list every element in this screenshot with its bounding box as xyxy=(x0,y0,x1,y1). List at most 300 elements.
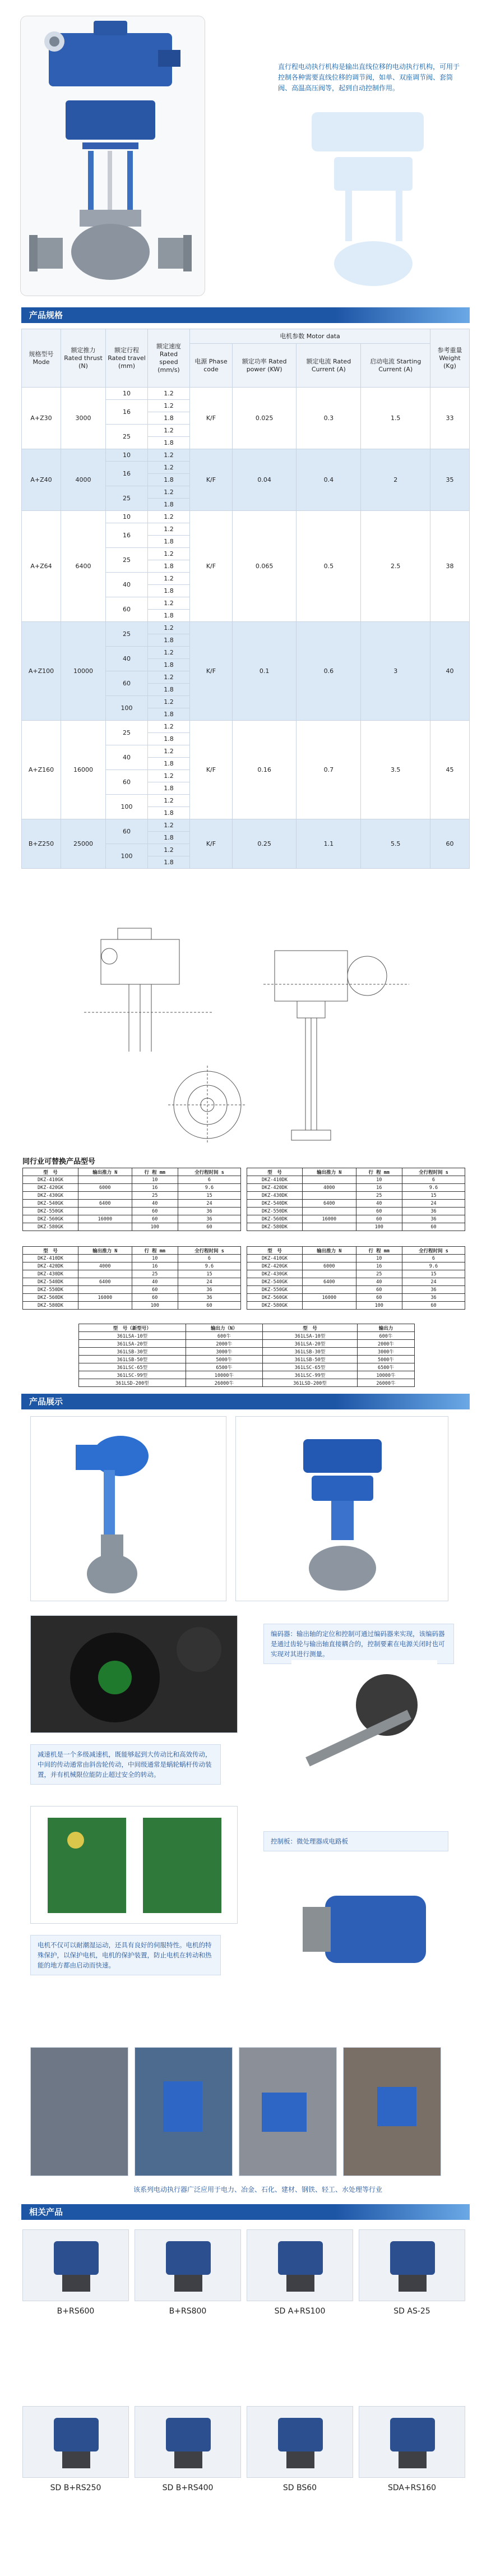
model-cell: A+Z40 xyxy=(22,449,61,511)
rep-row xyxy=(23,1192,241,1200)
speed-cell: 1.2 xyxy=(148,400,190,412)
rep-row xyxy=(23,1223,241,1231)
travel-cell: 10 xyxy=(106,511,148,523)
rep-cell: 6 xyxy=(402,1255,465,1262)
model-cell: A+Z30 xyxy=(22,388,61,449)
rep-row xyxy=(23,1294,241,1302)
rep-cell: 2000牛 xyxy=(186,1340,262,1348)
rep-cell: DKZ-430DK xyxy=(23,1270,78,1278)
rep-header-cell: 全行程时间 s xyxy=(178,1247,240,1255)
rep-cell xyxy=(303,1223,356,1231)
start-current-cell: 2.5 xyxy=(361,511,430,622)
travel-cell: 60 xyxy=(106,770,148,795)
travel-cell: 10 xyxy=(106,388,148,400)
rep-cell: 361LSB-30型 xyxy=(79,1348,186,1356)
rep-cell: 15 xyxy=(402,1270,465,1278)
rep-header-cell: 型 号（新型号） xyxy=(79,1324,186,1332)
related-product-label[interactable]: SD B+RS250 xyxy=(50,2483,101,2492)
rep-cell: 60 xyxy=(402,1223,465,1231)
spec-row xyxy=(22,622,470,634)
spec-row xyxy=(22,449,470,462)
rep-cell: 36 xyxy=(402,1208,465,1215)
rep-header-cell: 型 号 xyxy=(23,1247,78,1255)
rep-cell: DKZ-560DK xyxy=(247,1215,303,1223)
rep-header-cell: 输出力（N） xyxy=(186,1324,262,1332)
motor-caption: 电机不仅可以耐潮湿运动，还具有良好的伺服特性。电机的特殊保护，以保护电机，电机的保护装置，防止电机在转动和热能的地方都由启动而快速。 xyxy=(30,1935,221,1975)
related-product-image[interactable] xyxy=(22,2406,129,2478)
rep-row xyxy=(23,1286,241,1294)
speed-cell: 1.2 xyxy=(148,795,190,807)
travel-cell: 25 xyxy=(106,721,148,745)
travel-cell: 60 xyxy=(106,819,148,844)
speed-cell: 1.8 xyxy=(148,856,190,869)
replacement-table-4 xyxy=(247,1246,465,1310)
rep-cell: 24 xyxy=(178,1200,240,1208)
rep-cell: 361LSD-200型 xyxy=(263,1379,358,1387)
rep-cell: 16000 xyxy=(78,1294,132,1302)
power-cell: 0.025 xyxy=(232,388,296,449)
worm-gear-photo xyxy=(291,1660,437,1772)
start-current-cell: 2 xyxy=(361,449,430,511)
rep-row xyxy=(247,1255,465,1262)
travel-cell: 40 xyxy=(106,573,148,597)
rep-cell: 26000牛 xyxy=(186,1379,262,1387)
rep-header-cell: 全行程时间 s xyxy=(178,1168,240,1176)
rep-cell: 36 xyxy=(402,1294,465,1302)
travel-cell: 40 xyxy=(106,745,148,770)
rep-cell xyxy=(78,1286,132,1294)
related-product-label[interactable]: B+RS600 xyxy=(57,2307,95,2316)
rep-cell xyxy=(303,1176,356,1184)
rep-header-row xyxy=(23,1247,241,1255)
application-photo-4 xyxy=(343,2047,441,2176)
rep-row xyxy=(247,1302,465,1310)
travel-cell: 10 xyxy=(106,449,148,462)
phase-cell: K/F xyxy=(190,622,233,721)
rep-cell: 6400 xyxy=(78,1278,132,1286)
rep-cell: 361LSA-10型 xyxy=(79,1332,186,1340)
speed-cell: 1.8 xyxy=(148,684,190,696)
power-cell: 0.04 xyxy=(232,449,296,511)
speed-cell: 1.2 xyxy=(148,573,190,585)
phase-cell: K/F xyxy=(190,388,233,449)
related-product-label[interactable]: SD A+RS100 xyxy=(274,2307,326,2316)
rep-cell: 16 xyxy=(132,1262,178,1270)
showcase-section-banner: 产品展示 xyxy=(21,1394,470,1409)
travel-cell: 25 xyxy=(106,622,148,647)
rep-cell: 36 xyxy=(178,1208,240,1215)
rep-cell: DKZ-560GK xyxy=(23,1215,78,1223)
spec-section-banner: 产品规格 xyxy=(21,307,470,323)
rep-cell xyxy=(78,1302,132,1310)
rep-cell: DKZ-550DK xyxy=(247,1208,303,1215)
rep-cell: 60 xyxy=(356,1286,402,1294)
speed-cell: 1.8 xyxy=(148,610,190,622)
speed-cell: 1.8 xyxy=(148,634,190,647)
rep-header-row xyxy=(247,1168,465,1176)
thrust-cell: 4000 xyxy=(61,449,106,511)
rep-cell: 60 xyxy=(132,1215,178,1223)
rep-row xyxy=(79,1332,415,1340)
rep-cell: 9.6 xyxy=(402,1184,465,1192)
thrust-cell: 25000 xyxy=(61,819,106,869)
rep-cell: 10 xyxy=(132,1176,178,1184)
speed-cell: 1.8 xyxy=(148,708,190,721)
travel-cell: 25 xyxy=(106,425,148,449)
actuator-photo xyxy=(20,16,205,296)
actuator-silhouette-image xyxy=(300,107,446,292)
speed-cell: 1.8 xyxy=(148,832,190,844)
related-product-label[interactable]: SDA+RS160 xyxy=(387,2483,437,2492)
rep-cell: 9.6 xyxy=(402,1262,465,1270)
rep-cell: 40 xyxy=(356,1278,402,1286)
power-cell: 0.16 xyxy=(232,721,296,819)
rep-cell: 6 xyxy=(178,1255,240,1262)
rep-cell xyxy=(78,1208,132,1215)
speed-cell: 1.2 xyxy=(148,462,190,474)
rep-cell: 15 xyxy=(178,1192,240,1200)
rep-row xyxy=(247,1294,465,1302)
control-board-photo xyxy=(30,1806,238,1924)
rep-cell: DKZ-580DK xyxy=(247,1223,303,1231)
rep-header-cell: 全行程时间 s xyxy=(402,1168,465,1176)
rep-cell: 36 xyxy=(178,1286,240,1294)
rep-cell: 361LSB-30型 xyxy=(263,1348,358,1356)
rep-row xyxy=(247,1200,465,1208)
related-product-image[interactable] xyxy=(359,2406,465,2478)
speed-cell: 1.8 xyxy=(148,733,190,745)
rep-cell xyxy=(78,1270,132,1278)
rep-header-cell: 输出推力 N xyxy=(78,1247,132,1255)
power-cell: 0.065 xyxy=(232,511,296,622)
speed-cell: 1.2 xyxy=(148,671,190,684)
rep-cell: DKZ-420DK xyxy=(23,1262,78,1270)
rep-cell: DKZ-410GK xyxy=(247,1255,303,1262)
rep-cell: 10000牛 xyxy=(357,1371,414,1379)
dimension-drawing xyxy=(84,917,432,1147)
rep-cell: 60 xyxy=(356,1294,402,1302)
rep-cell: DKZ-540DK xyxy=(23,1278,78,1286)
travel-cell: 100 xyxy=(106,844,148,869)
current-cell: 1.1 xyxy=(297,819,361,869)
gearbox-caption: 减速机是一个多级减速机，既能够起到大传动比和高效传动，中间的传动通常由斜齿轮传动，中间级通常是蜗轮蜗杆传动装置，并有机械限位能防止超过安全的转动。 xyxy=(30,1744,221,1785)
control-board-caption: 控制板：微处理器成电路板 xyxy=(263,1831,448,1851)
rep-cell: 361LSA-20型 xyxy=(79,1340,186,1348)
rep-cell: DKZ-580GK xyxy=(23,1223,78,1231)
thrust-cell: 10000 xyxy=(61,622,106,721)
rep-cell: 361LSA-10型 xyxy=(263,1332,358,1340)
power-cell: 0.1 xyxy=(232,622,296,721)
speed-cell: 1.2 xyxy=(148,388,190,400)
weight-cell: 38 xyxy=(430,511,470,622)
rep-cell: 15 xyxy=(178,1270,240,1278)
travel-cell: 60 xyxy=(106,597,148,622)
rep-row xyxy=(247,1184,465,1192)
related-product-image[interactable] xyxy=(359,2229,465,2301)
application-photo-3 xyxy=(239,2047,337,2176)
rep-row xyxy=(23,1278,241,1286)
application-photo-1 xyxy=(30,2047,128,2176)
weight-cell: 45 xyxy=(430,721,470,819)
current-cell: 0.4 xyxy=(297,449,361,511)
travel-cell: 100 xyxy=(106,696,148,721)
rep-cell: 60 xyxy=(178,1223,240,1231)
rep-header-cell: 型 号 xyxy=(23,1168,78,1176)
current-cell: 0.6 xyxy=(297,622,361,721)
rep-cell: 6400 xyxy=(303,1200,356,1208)
rep-cell: DKZ-550GK xyxy=(247,1286,303,1294)
replacement-title: 同行业可替换产品型号 xyxy=(22,1158,96,1166)
rep-cell: 24 xyxy=(402,1200,465,1208)
travel-cell: 25 xyxy=(106,486,148,511)
col-speed: 额定速度 Rated speed (mm/s) xyxy=(148,329,190,388)
motor-photo xyxy=(286,1873,454,1980)
rep-cell: 361LSC-65型 xyxy=(263,1363,358,1371)
power-cell: 0.25 xyxy=(232,819,296,869)
col-power: 额定功率 Rated power (KW) xyxy=(232,344,296,388)
rep-cell: DKZ-420DK xyxy=(247,1184,303,1192)
rep-header-cell: 行 程 mm xyxy=(132,1168,178,1176)
application-footnote: 该系列电动执行器广泛应用于电力、冶金、石化、建材、钢铁、轻工、水处理等行业 xyxy=(133,2186,382,2193)
rep-cell: 361LSC-99型 xyxy=(79,1371,186,1379)
spec-row xyxy=(22,511,470,523)
current-cell: 0.5 xyxy=(297,511,361,622)
rep-cell: 24 xyxy=(178,1278,240,1286)
phase-cell: K/F xyxy=(190,819,233,869)
rep-cell: 3000牛 xyxy=(357,1348,414,1356)
rep-cell: DKZ-410DK xyxy=(247,1176,303,1184)
speed-cell: 1.2 xyxy=(148,844,190,856)
travel-cell: 16 xyxy=(106,523,148,548)
rep-cell: 100 xyxy=(356,1223,402,1231)
speed-cell: 1.2 xyxy=(148,770,190,782)
col-current: 额定电流 Rated Current (A) xyxy=(297,344,361,388)
rep-cell: 100 xyxy=(356,1302,402,1310)
related-product-label[interactable]: SD BS60 xyxy=(282,2483,317,2492)
rep-cell: 60 xyxy=(178,1302,240,1310)
speed-cell: 1.2 xyxy=(148,511,190,523)
rep-cell: DKZ-540GK xyxy=(247,1278,303,1286)
rep-cell: DKZ-560DK xyxy=(23,1294,78,1302)
hero-description: 直行程电动执行机构是输出直线位移的电动执行机构，可用于控制各种需要直线位移的调节阀，如单、双座调节阀、套筒阀、高温高压阀等，起到自动控制作用。 xyxy=(278,63,460,92)
rep-cell: 16 xyxy=(356,1184,402,1192)
rep-cell: 25 xyxy=(132,1270,178,1278)
rep-header-cell: 型 号 xyxy=(247,1247,303,1255)
speed-cell: 1.2 xyxy=(148,523,190,536)
rep-cell xyxy=(78,1223,132,1231)
phase-cell: K/F xyxy=(190,721,233,819)
start-current-cell: 1.5 xyxy=(361,388,430,449)
spec-table xyxy=(21,329,470,869)
rep-cell xyxy=(303,1192,356,1200)
rep-cell xyxy=(303,1255,356,1262)
rep-cell: DKZ-420GK xyxy=(247,1262,303,1270)
rep-cell xyxy=(78,1176,132,1184)
rep-cell: 361LSB-50型 xyxy=(79,1356,186,1363)
weight-cell: 35 xyxy=(430,449,470,511)
rep-cell: 5000牛 xyxy=(186,1356,262,1363)
rep-row xyxy=(23,1270,241,1278)
rep-header-cell: 型 号 xyxy=(247,1168,303,1176)
rep-cell: 6 xyxy=(402,1176,465,1184)
speed-cell: 1.2 xyxy=(148,425,190,437)
rep-cell: 600牛 xyxy=(357,1332,414,1340)
rep-row xyxy=(247,1286,465,1294)
start-current-cell: 5.5 xyxy=(361,819,430,869)
rep-row xyxy=(79,1371,415,1379)
rep-cell: 36 xyxy=(178,1215,240,1223)
related-product-label[interactable]: SD AS-25 xyxy=(393,2307,430,2316)
rep-header-cell: 行 程 mm xyxy=(132,1247,178,1255)
rep-cell: 60 xyxy=(356,1215,402,1223)
rep-cell: 361LSD-200型 xyxy=(79,1379,186,1387)
rep-cell: DKZ-580DK xyxy=(23,1302,78,1310)
related-product-label[interactable]: B+RS800 xyxy=(169,2307,207,2316)
rep-row xyxy=(79,1363,415,1371)
rep-cell: DKZ-540GK xyxy=(23,1200,78,1208)
col-motor-group: 电机参数 Motor data xyxy=(190,329,430,344)
rep-cell xyxy=(303,1286,356,1294)
rep-cell: 25 xyxy=(356,1270,402,1278)
model-cell: A+Z160 xyxy=(22,721,61,819)
rep-cell: DKZ-430DK xyxy=(247,1192,303,1200)
rep-cell: 36 xyxy=(178,1294,240,1302)
start-current-cell: 3 xyxy=(361,622,430,721)
rep-cell: 36 xyxy=(402,1215,465,1223)
rep-cell xyxy=(303,1302,356,1310)
travel-cell: 60 xyxy=(106,671,148,696)
speed-cell: 1.2 xyxy=(148,449,190,462)
rep-row xyxy=(79,1348,415,1356)
rep-cell: DKZ-410DK xyxy=(23,1255,78,1262)
speed-cell: 1.8 xyxy=(148,499,190,511)
speed-cell: 1.2 xyxy=(148,696,190,708)
related-product-label[interactable]: SD B+RS400 xyxy=(162,2483,214,2492)
model-cell: A+Z64 xyxy=(22,511,61,622)
rep-cell: 16000 xyxy=(303,1294,356,1302)
related-product-image[interactable] xyxy=(135,2406,241,2478)
rep-cell: DKZ-430GK xyxy=(23,1192,78,1200)
rep-row xyxy=(23,1208,241,1215)
rep-cell: 16000 xyxy=(78,1215,132,1223)
speed-cell: 1.2 xyxy=(148,548,190,560)
phase-cell: K/F xyxy=(190,449,233,511)
col-thrust: 额定推力 Rated thrust (N) xyxy=(61,329,106,388)
rep-header-cell: 行 程 mm xyxy=(356,1168,402,1176)
rep-cell: 36 xyxy=(402,1286,465,1294)
rep-header-row xyxy=(247,1247,465,1255)
speed-cell: 1.2 xyxy=(148,597,190,610)
rep-cell xyxy=(303,1208,356,1215)
product-photo-2 xyxy=(235,1416,448,1601)
rep-cell: 40 xyxy=(132,1278,178,1286)
rep-cell: DKZ-420GK xyxy=(23,1184,78,1192)
rep-header-cell: 型 号 xyxy=(263,1324,358,1332)
spec-row xyxy=(22,388,470,400)
speed-cell: 1.2 xyxy=(148,622,190,634)
speed-cell: 1.2 xyxy=(148,486,190,499)
rep-header-cell: 输出推力 N xyxy=(303,1247,356,1255)
related-product-image[interactable] xyxy=(247,2406,353,2478)
rep-header-cell: 行 程 mm xyxy=(356,1247,402,1255)
rep-row xyxy=(23,1255,241,1262)
rep-cell xyxy=(78,1255,132,1262)
rep-cell: 10 xyxy=(356,1255,402,1262)
thrust-cell: 6400 xyxy=(61,511,106,622)
rep-cell: 361LSB-50型 xyxy=(263,1356,358,1363)
travel-cell: 40 xyxy=(106,647,148,671)
rep-cell: 5000牛 xyxy=(357,1356,414,1363)
current-cell: 0.3 xyxy=(297,388,361,449)
rep-cell: 40 xyxy=(132,1200,178,1208)
speed-cell: 1.8 xyxy=(148,585,190,597)
rep-row xyxy=(23,1302,241,1310)
rep-row xyxy=(79,1340,415,1348)
replacement-table-2 xyxy=(247,1168,465,1231)
rep-cell: DKZ-550DK xyxy=(23,1286,78,1294)
related-product-image[interactable] xyxy=(22,2229,129,2301)
related-product-image[interactable] xyxy=(135,2229,241,2301)
rep-cell: 60 xyxy=(132,1294,178,1302)
speed-cell: 1.8 xyxy=(148,412,190,425)
rep-cell: 6000 xyxy=(303,1262,356,1270)
rep-header-row xyxy=(79,1324,415,1332)
rep-header-row xyxy=(23,1168,241,1176)
rep-cell: DKZ-430GK xyxy=(247,1270,303,1278)
rep-header-cell: 输出力 xyxy=(357,1324,414,1332)
rep-row xyxy=(23,1262,241,1270)
rep-cell: 60 xyxy=(132,1286,178,1294)
phase-cell: K/F xyxy=(190,511,233,622)
rep-cell xyxy=(78,1192,132,1200)
rep-cell: 60 xyxy=(132,1208,178,1215)
weight-cell: 33 xyxy=(430,388,470,449)
rep-cell: DKZ-410GK xyxy=(23,1176,78,1184)
weight-cell: 40 xyxy=(430,622,470,721)
speed-cell: 1.2 xyxy=(148,819,190,832)
rep-header-cell: 全行程时间 s xyxy=(402,1247,465,1255)
speed-cell: 1.8 xyxy=(148,474,190,486)
travel-cell: 100 xyxy=(106,795,148,819)
rep-cell: 40 xyxy=(356,1200,402,1208)
travel-cell: 16 xyxy=(106,400,148,425)
rep-row xyxy=(247,1223,465,1231)
model-cell: B+Z250 xyxy=(22,819,61,869)
thrust-cell: 3000 xyxy=(61,388,106,449)
rep-cell: DKZ-540DK xyxy=(247,1200,303,1208)
rep-cell: 6000 xyxy=(78,1184,132,1192)
rep-row xyxy=(247,1262,465,1270)
spec-row xyxy=(22,721,470,733)
hero-section xyxy=(9,6,482,297)
rep-cell: 9.6 xyxy=(178,1184,240,1192)
col-phase: 电源 Phase code xyxy=(190,344,233,388)
related-product-image[interactable] xyxy=(247,2229,353,2301)
weight-cell: 60 xyxy=(430,819,470,869)
product-photo-1 xyxy=(30,1416,226,1601)
rep-cell: 25 xyxy=(132,1192,178,1200)
rep-row xyxy=(247,1208,465,1215)
replacement-table-5 xyxy=(78,1324,415,1387)
spec-row xyxy=(22,819,470,832)
col-model: 规格型号 Mode xyxy=(22,329,61,388)
speed-cell: 1.8 xyxy=(148,807,190,819)
rep-cell: 60 xyxy=(402,1302,465,1310)
rep-cell: 4000 xyxy=(303,1184,356,1192)
rep-cell: 600牛 xyxy=(186,1332,262,1340)
application-photo-2 xyxy=(135,2047,233,2176)
replacement-table-1 xyxy=(22,1168,241,1231)
